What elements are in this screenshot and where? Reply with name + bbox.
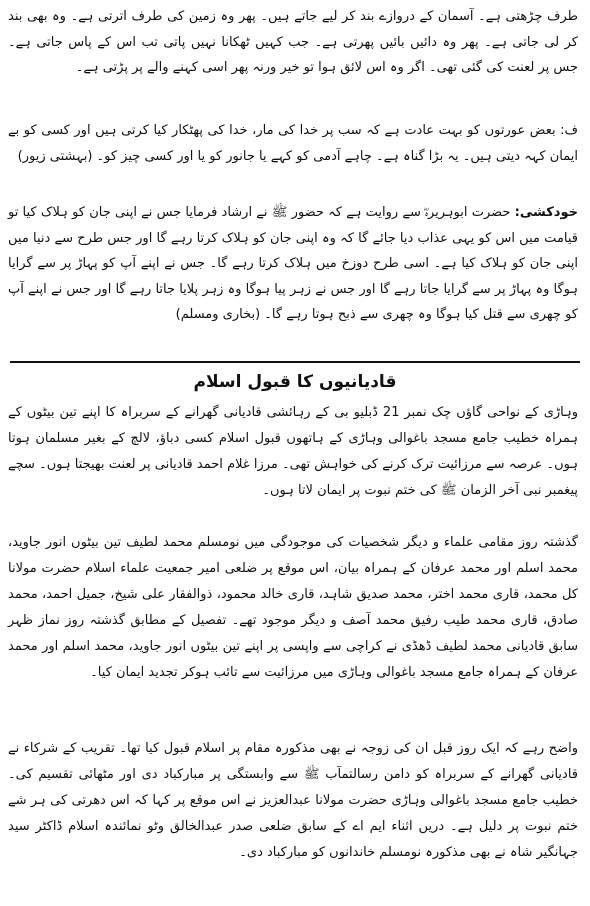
article-paragraph-3: واضح رہے کہ ایک روز قبل ان کی زوجہ نے بھی مذکورہ مقام پر اسلام قبول کیا تھا۔ تقریب کے شرکاء نے قادیانی گھرانے کے سربراہ کو دامن رسالتمآب ﷺ سے وابستگی پر مبارکباد دی اور مٹھائی تقسیم کی۔ خطیب جامع مسجد باغوالی وہاڑی حضرت مولانا عبدالعزیز نے اس موقع پر کہا کہ اس دھرتی کی ہر شے ختم نبوت پر دلیل ہے۔ دریں اثناء ایم اے کے سابق ضلعی صدر عبدالخالق وٹو نمائندہ اسلام ڈاکٹر سید جہانگیر شاہ نے بھی مذکورہ نومسلم خاندانوں کو مبارکباد دی۔ [8, 741, 578, 860]
paragraph-women-habit: ف: بعض عورتوں کو بہت عادت ہے کہ سب پر خدا کی مار، خدا کی پھٹکار کیا کرتی ہیں اور کسی کو بے ایمان کہہ دیتی ہیں۔ یہ بڑا گناہ ہے۔ چاہے آدمی کو کہے یا جانور کو یا اور کسی چیز کو۔ (بہشتی زیور) [8, 123, 578, 164]
paragraph-suicide [8, 200, 578, 360]
paragraph-curse-returns: طرف چڑھتی ہے۔ آسمان کے دروازے بند کر لیے جاتے ہیں۔ پھر وہ زمین کی طرف اترتی ہے۔ وہ بھی بند کر لی جاتی ہے۔ پھر وہ دائیں بائیں پھرتی ہے۔ جب کہیں ٹھکانا نہیں پاتی تب اس کے پاس جاتی ہے۔ جس پر لعنت کی گئی تھی۔ اگر وہ اس لائق ہوا تو خیر ورنہ پھر اسی کہنے والے پر پڑتی ہے۔ [8, 9, 578, 75]
suicide-text: حضرت ابوہریرہؓ سے روایت ہے کہ حضور ﷺ نے ارشاد فرمایا جس نے اپنی جان کو ہلاک کیا تو قیامت میں اس کو یہی عذاب دیا جائے گا کہ وہ اپنی جان کو ہلاک کرتا رہے گا اور جس طرح سے دنیا میں اپنی جان کو ہلاک کیا ہے۔ اسی طرح دوزخ میں ہلاک کرتا رہے گا۔ جس نے اپنے آپ کو پہاڑ پر سے گرایا ہوگا وہ پہاڑ پر سے گرایا جاتا رہے گا اور جس نے زہر پیا ہوگا وہ زہر پلایا جاتا رہے گا اور جس نے اپنے آپ کو چھری سے قتل کیا ہوگا وہ چھری سے ذبح ہوتا رہے گا۔ (بخاری ومسلم) [8, 205, 578, 322]
suicide-heading: خودکشی: [514, 205, 578, 220]
article-paragraph-1: وہاڑی کے نواحی گاؤں چک نمبر 21 ڈبلیو بی کے رہائشی قادیانی گھرانے کے سربراہ کا اپنے تین بیٹوں کے ہمراہ خطیب جامع مسجد باغوالی وہاڑی کے ہاتھوں قبول اسلام کسی دباؤ، لالچ کے بغیر مسلمان ہوتا ہوں۔ عرصہ سے مرزائیت ترک کرنے کی خواہش تھی۔ مرزا غلام احمد قادیانی پر لعنت بھیجتا ہوں۔ سچے پیغمبر نبی آخر الزمان ﷺ کی ختم نبوت پر ایمان لاتا ہوں۔ [8, 405, 579, 498]
article-paragraph-2: گذشتہ روز مقامی علماء و دیگر شخصیات کی موجودگی میں نومسلم محمد لطیف تین بیٹوں انور جاوید، محمد اسلم اور محمد عرفان کے ہمراہ بیان، اس موقع پر ضلعی امیر جمعیت علماء اسلام حضرت مولانا کل محمد، قاری محمد اختر، محمد صدیق شاہد، قاری خالد محمود، ذوالفقار علی شیخ، جمیل احمد، محمد صادق، قاری محمد طیب رفیق محمد آصف و دیگر موجود تھے۔ تفصیل کے مطابق گذشتہ روز نماز ظہر سابق قادیانی محمد لطیف ڈھڈی نے کراچی سے واپسی پر اپنے تین بیٹوں انور جاوید، محمد اسلم اور محمد عرفان کے ہمراہ جامع مسجد باغوالی وہاڑی میں مرزائیت سے تائب ہوکر تجدید ایمان کیا۔ [8, 535, 578, 680]
news-article [8, 400, 578, 866]
section-divider [10, 361, 580, 363]
section-title: قادیانیوں کا قبول اسلام [193, 372, 397, 392]
